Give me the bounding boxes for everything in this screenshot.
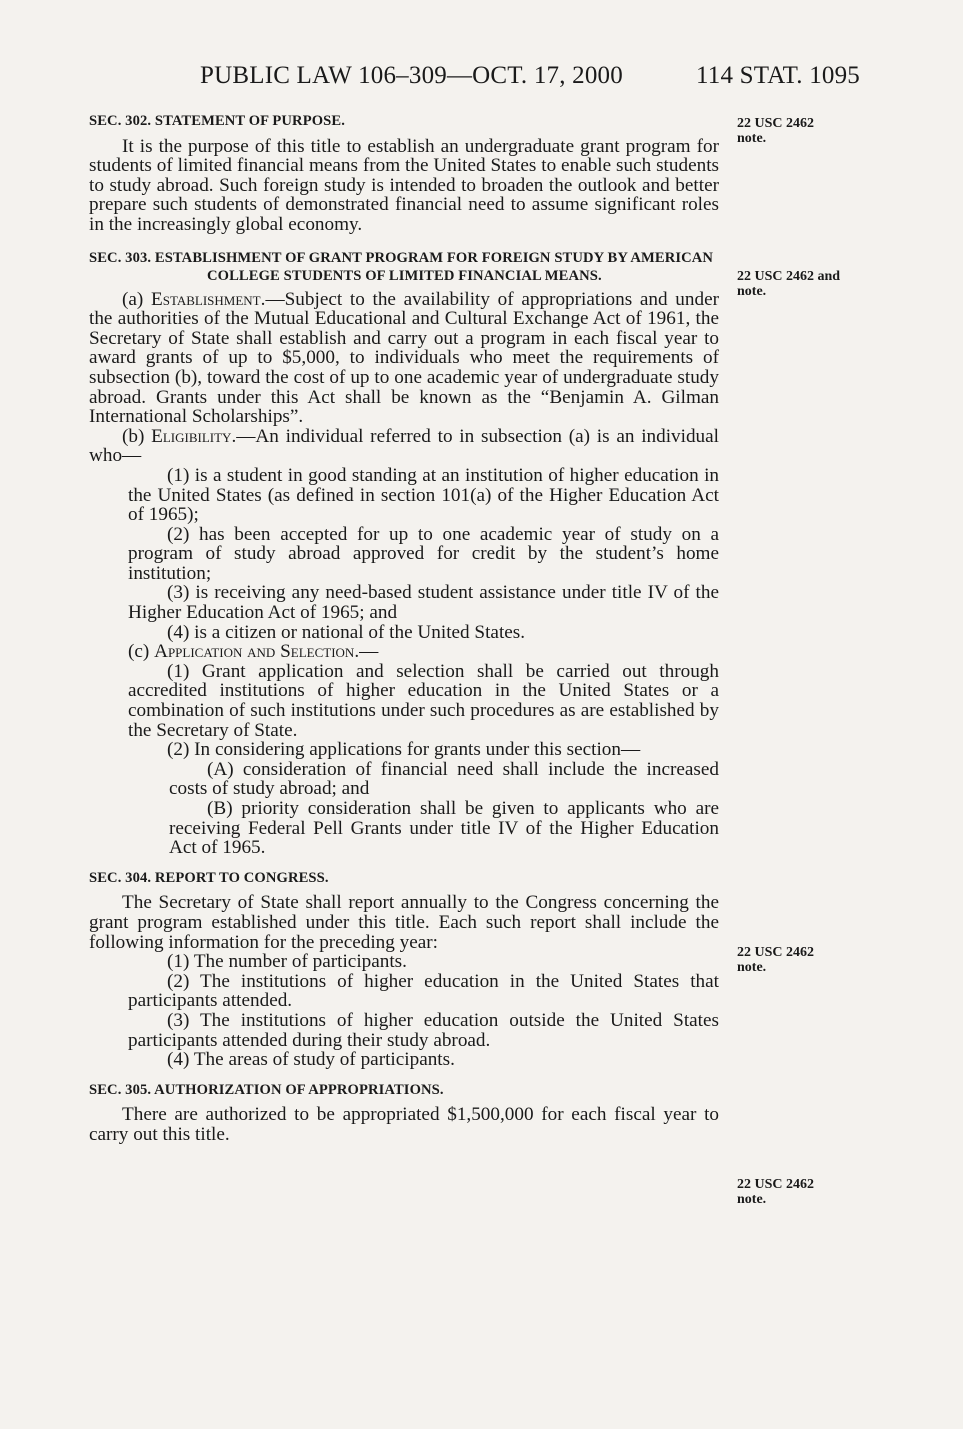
list-item: (B) priority consideration shall be given to applicants who are receiving Federal Pell Grants under title IV of the Higher Education Act of 1965. bbox=[169, 798, 719, 859]
stat-reference: 114 STAT. 1095 bbox=[696, 62, 860, 89]
subsection-c-title: Application and Selection bbox=[154, 641, 355, 663]
list-item: (2) The institutions of higher education in the United States that participants attended. bbox=[128, 970, 719, 1012]
list-item: (2) has been accepted for up to one academic year of study on a program of study abroad approved for credit by the student’s home institution; bbox=[128, 523, 719, 584]
margin-note-sec304: 22 USC 2462 note. bbox=[737, 945, 815, 975]
list-item: (3) The institutions of higher education outside the United States participants attended during their study abroad. bbox=[128, 1009, 719, 1051]
subsection-b-title: Eligibility bbox=[151, 425, 232, 447]
list-item: (3) is receiving any need-based student assistance under title IV of the Higher Education Act of 1965; and bbox=[128, 582, 719, 624]
section-305-heading: SEC. 305. AUTHORIZATION OF APPROPRIATIONS. bbox=[89, 1081, 444, 1098]
list-item: (1) The number of participants. bbox=[167, 951, 407, 973]
subsection-a: (a) Establishment.—Subject to the availability of appropriations and under the authorities of the Mutual Educational and Cultural Exchange Act of 1961, the Secretary of State shall establish and carry out a program in each fiscal year to award grants of up to $5,000, to individuals who meet the requirements of subsection (b), toward the cost of up to one academic year of undergraduate study abroad. Grants under this Act shall be known as the “Benjamin A. Gilman International Scholarships”. bbox=[89, 288, 719, 428]
section-303-heading: SEC. 303. ESTABLISHMENT OF GRANT PROGRAM FOR FOREIGN STUDY BY AMERICAN COLLEGE STUDENTS OF LIMITED FINANCIAL MEANS. bbox=[89, 249, 714, 284]
section-302-heading: SEC. 302. STATEMENT OF PURPOSE. bbox=[89, 113, 345, 129]
law-title: PUBLIC LAW 106–309—OCT. 17, 2000 bbox=[200, 62, 623, 89]
list-item: (4) is a citizen or national of the United States. bbox=[167, 621, 526, 643]
subsection-b: (b) Eligibility.—An individual referred to in subsection (a) is an individual who— bbox=[89, 425, 719, 467]
section-305-text: There are authorized to be appropriated $1,500,000 for each fiscal year to carry out this title. bbox=[89, 1104, 719, 1145]
margin-note-sec303: 22 USC 2462 and note. bbox=[737, 269, 841, 299]
list-item: (1) Grant application and selection shall be carried out through accredited institutions of higher education in the United States or a combination of such institutions under such procedures as are established by the Secretary of State. bbox=[128, 660, 719, 741]
section-304 bbox=[89, 869, 719, 1070]
list-item: (2) In considering applications for grants under this section— bbox=[167, 739, 641, 761]
section-302-text: It is the purpose of this title to establish an undergraduate grant program for students of limited financial means from the United States to enable such students to study abroad. Such foreign study is intended to broaden the outlook and better prepare such students of demonstrated financial need to assume significant roles in the increasingly global economy. bbox=[89, 135, 719, 235]
section-304-heading: SEC. 304. REPORT TO CONGRESS. bbox=[89, 869, 329, 886]
subsection-c: (c) Application and Selection.— bbox=[128, 641, 379, 663]
margin-note-sec305: 22 USC 2462 note. bbox=[737, 1177, 815, 1207]
section-304-text: The Secretary of State shall report annually to the Congress concerning the grant program established under this title. Each such report shall include the following information for the preceding year: bbox=[89, 892, 719, 953]
list-item: (A) consideration of financial need shall include the increased costs of study abroad; and bbox=[169, 758, 719, 800]
list-item: (4) The areas of study of participants. bbox=[167, 1049, 455, 1071]
section-302 bbox=[89, 112, 719, 235]
document-body bbox=[89, 112, 719, 1145]
list-item: (1) is a student in good standing at an institution of higher education in the United States (as defined in section 101(a) of the Higher Education Act of 1965); bbox=[128, 464, 719, 526]
subsection-a-title: Establishment bbox=[151, 288, 261, 310]
section-303 bbox=[89, 249, 719, 858]
page-header bbox=[200, 62, 860, 90]
margin-note-sec302: 22 USC 2462 note. bbox=[737, 116, 815, 146]
section-305 bbox=[89, 1081, 719, 1145]
